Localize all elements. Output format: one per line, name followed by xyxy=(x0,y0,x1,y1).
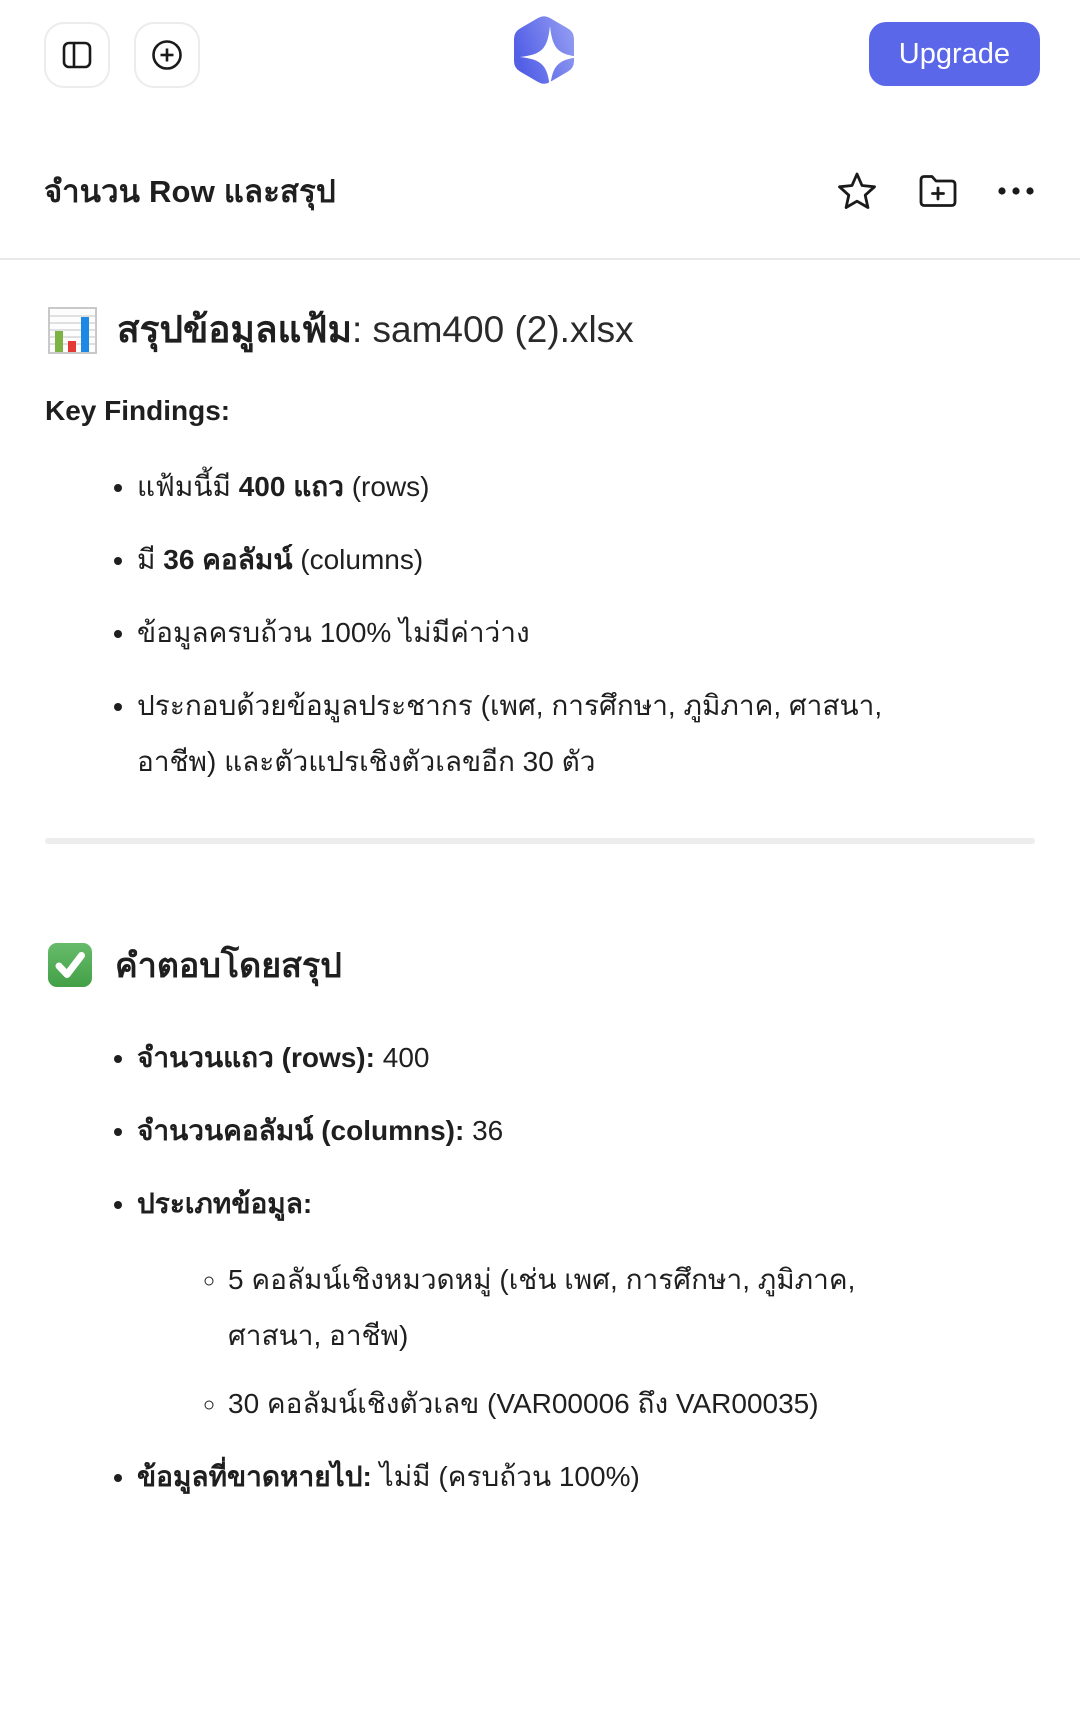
list-item: • มี 36 คอลัมน์ (columns) xyxy=(137,532,947,588)
heading-title-file: : sam400 (2).xlsx xyxy=(351,309,634,350)
bar-chart-emoji xyxy=(45,302,100,357)
conversation-title: จำนวน Row และสรุป xyxy=(44,174,336,209)
app-logo xyxy=(500,14,580,98)
section-divider xyxy=(45,838,1035,844)
folder-add-icon xyxy=(916,171,960,211)
ellipsis-icon xyxy=(996,185,1036,197)
plus-circle-icon xyxy=(150,38,184,72)
check-mark-emoji xyxy=(45,940,95,990)
sub-list-item: ◦ 5 คอลัมน์เชิงหมวดหมู่ (เช่น เพศ, การศึกษา, ภูมิภาค, ศาสนา, อาชีพ) xyxy=(228,1252,947,1364)
answer-summary-heading xyxy=(45,938,1035,992)
list-item: • ข้อมูลครบถ้วน 100% ไม่มีค่าว่าง xyxy=(137,605,947,661)
key-findings-label: Key Findings: xyxy=(45,395,231,426)
answer-heading-text: คำตอบโดยสรุป xyxy=(115,947,342,985)
list-item: • ประเภทข้อมูล: ◦ 5 คอลัมน์เชิงหมวดหมู่ (เช่น เพศ, การศึกษา, ภูมิภาค, ศาสนา, อาชีพ) ◦ 30 คอลัมน์เชิงตัวเลข (VAR00006 ถึง VAR00035) xyxy=(137,1176,947,1432)
new-chat-button[interactable] xyxy=(134,22,200,88)
heading-title-bold: สรุปข้อมูลแฟ้ม xyxy=(117,309,352,350)
sub-list-item: ◦ 30 คอลัมน์เชิงตัวเลข (VAR00006 ถึง VAR00035) xyxy=(228,1376,947,1432)
upgrade-button[interactable]: Upgrade xyxy=(869,22,1040,86)
answer-list xyxy=(45,1030,1035,1505)
conversation-title-bar xyxy=(0,162,1080,220)
folder-add-button[interactable] xyxy=(916,171,960,211)
findings-list xyxy=(45,459,1035,790)
data-types-sublist xyxy=(137,1252,947,1432)
sidebar-toggle-icon xyxy=(61,39,93,71)
list-item: • แฟ้มนี้มี 400 แถว (rows) xyxy=(137,459,947,515)
list-item: • จำนวนแถว (rows): 400 xyxy=(137,1030,947,1086)
top-bar xyxy=(0,0,1080,96)
list-item: • จำนวนคอลัมน์ (columns): 36 xyxy=(137,1103,947,1159)
favorite-button[interactable] xyxy=(834,168,880,214)
list-item: • ข้อมูลที่ขาดหายไป: ไม่มี (ครบถ้วน 100%) xyxy=(137,1449,947,1505)
more-options-button[interactable] xyxy=(996,185,1036,197)
sidebar-toggle-button[interactable] xyxy=(44,22,110,88)
file-summary-heading xyxy=(45,300,1035,359)
sparkle-hexagon-icon xyxy=(500,14,580,98)
star-icon xyxy=(834,168,880,214)
chat-content xyxy=(0,260,1080,1505)
list-item: • ประกอบด้วยข้อมูลประชากร (เพศ, การศึกษา, ภูมิภาค, ศาสนา, อาชีพ) และตัวแปรเชิงตัวเลขอีก 30 ตัว xyxy=(137,678,947,790)
